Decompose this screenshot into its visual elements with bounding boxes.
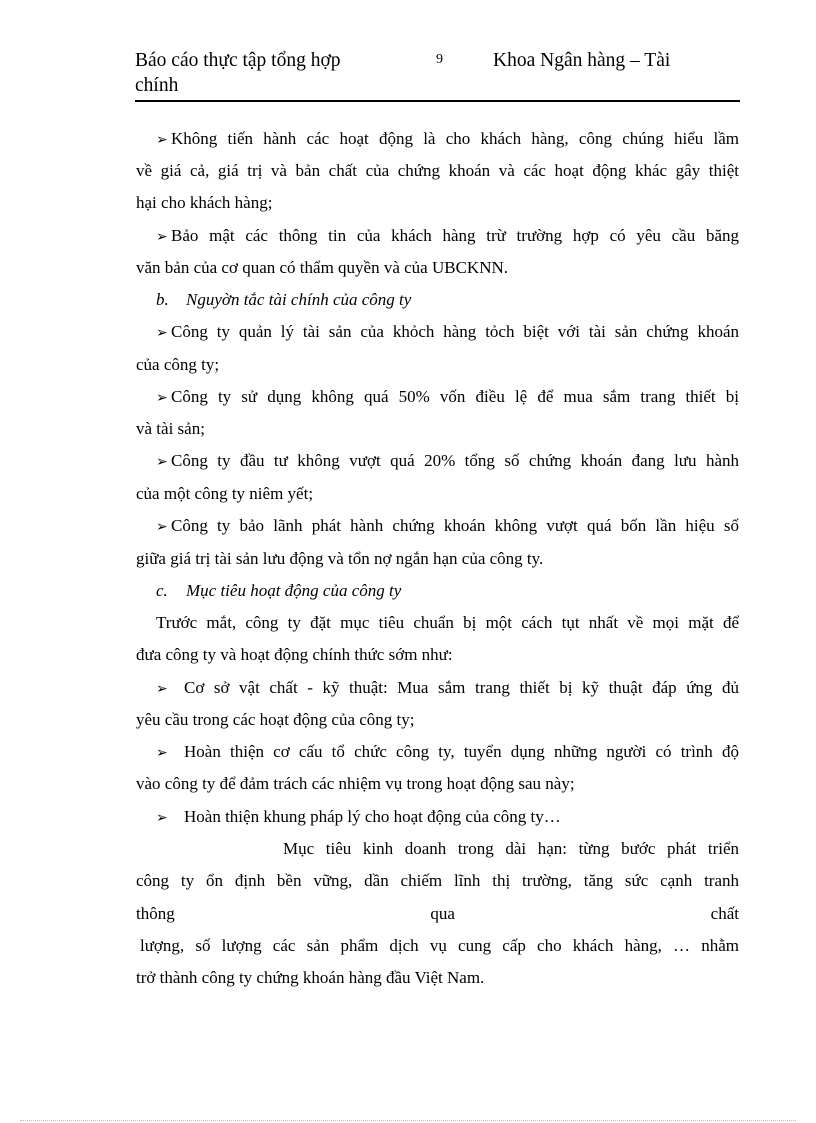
paragraph-line: ➢ Công ty sử dụng không quá 50% vốn điều lệ để mua sắm trang thiết bị bbox=[156, 386, 739, 408]
paragraph-line: lượng, số lượng các sản phẩm dịch vụ cung cấp cho khách hàng, … nhằm bbox=[140, 936, 739, 955]
paragraph-line: vào công ty để đảm trách các nhiệm vụ trong hoạt động sau này; bbox=[136, 774, 575, 793]
bullet-arrow-icon: ➢ bbox=[156, 391, 168, 406]
page-bottom-border bbox=[20, 1120, 796, 1121]
paragraph-line: ➢ Bảo mật các thông tin của khách hàng trừ trường hợp có yêu cầu băng bbox=[156, 225, 739, 247]
paragraph-line: ➢ Hoàn thiện khung pháp lý cho hoạt động của công ty… bbox=[156, 806, 739, 828]
paragraph-line: ➢ Cơ sở vật chất - kỹ thuật: Mua sắm trang thiết bị kỹ thuật đáp ứng đủ bbox=[156, 677, 739, 699]
paragraph-line: công ty ổn định bền vững, dần chiếm lĩnh thị trường, tăng sức cạnh tranh bbox=[136, 871, 739, 890]
paragraph-line: trở thành công ty chứng khoán hàng đầu Việt Nam. bbox=[136, 968, 485, 987]
paragraph-line: đưa công ty và hoạt động chính thức sớm như: bbox=[136, 645, 453, 664]
bullet-arrow-icon: ➢ bbox=[156, 746, 168, 761]
paragraph-line: của một công ty niêm yết; bbox=[136, 484, 314, 503]
bullet-arrow-icon: ➢ bbox=[156, 326, 168, 341]
header-title-line2: chính bbox=[135, 75, 179, 96]
bullet-arrow-icon: ➢ bbox=[156, 811, 168, 826]
paragraph-line: ➢ Công ty đầu tư không vượt quá 20% tổng số chứng khoán đang lưu hành bbox=[156, 450, 739, 472]
bullet-arrow-icon: ➢ bbox=[156, 133, 168, 148]
page-number: 9 bbox=[436, 52, 443, 67]
paragraph-line: Trước mắt, công ty đặt mục tiêu chuẩn bị một cách tụt nhất về mọi mặt để bbox=[156, 613, 739, 632]
paragraph-line: yêu cầu trong các hoạt động của công ty; bbox=[136, 710, 415, 729]
bullet-arrow-icon: ➢ bbox=[156, 682, 168, 697]
paragraph-line: văn bản của cơ quan có thẩm quyền và của UBCKNN. bbox=[136, 258, 509, 277]
paragraph-line: về giá cả, giá trị và bản chất của chứng khoán và các hoạt động khác gây thiệt bbox=[136, 161, 739, 180]
bullet-arrow-icon: ➢ bbox=[156, 455, 168, 470]
header-title-line1: Báo cáo thực tập tổng hợp bbox=[135, 50, 341, 71]
paragraph-line: ➢ Công ty quản lý tài sản của khỏch hàng tỏch biệt với tài sản chứng khoán bbox=[156, 321, 739, 343]
section-heading-b: b. Nguyờn tắc tài chính của công ty bbox=[156, 290, 412, 309]
bullet-arrow-icon: ➢ bbox=[156, 520, 168, 535]
header-faculty: Khoa Ngân hàng – Tài bbox=[493, 50, 671, 71]
bullet-arrow-icon: ➢ bbox=[156, 230, 168, 245]
paragraph-line: giữa giá trị tài sản lưu động và tổn nợ ngắn hạn của công ty. bbox=[136, 549, 544, 568]
paragraph-line: của công ty; bbox=[136, 355, 220, 374]
paragraph-line: thông qua chất bbox=[136, 904, 739, 923]
paragraph-line: ➢ Công ty bảo lãnh phát hành chứng khoán không vượt quá bốn lần hiệu số bbox=[156, 515, 739, 537]
paragraph-line: và tài sản; bbox=[136, 419, 205, 438]
section-heading-c: c. Mục tiêu hoạt động của công ty bbox=[156, 581, 402, 600]
header-report-title bbox=[135, 48, 395, 98]
paragraph-line: ➢ Không tiến hành các hoạt động là cho khách hàng, công chúng hiểu lầm bbox=[156, 128, 739, 150]
paragraph-line: ➢ Hoàn thiện cơ cấu tổ chức công ty, tuyển dụng những người có trình độ bbox=[156, 741, 739, 763]
paragraph-line: Mục tiêu kinh doanh trong dài hạn: từng bước phát triển bbox=[283, 839, 739, 858]
paragraph-line: hại cho khách hàng; bbox=[136, 193, 273, 212]
page-header bbox=[135, 48, 740, 102]
